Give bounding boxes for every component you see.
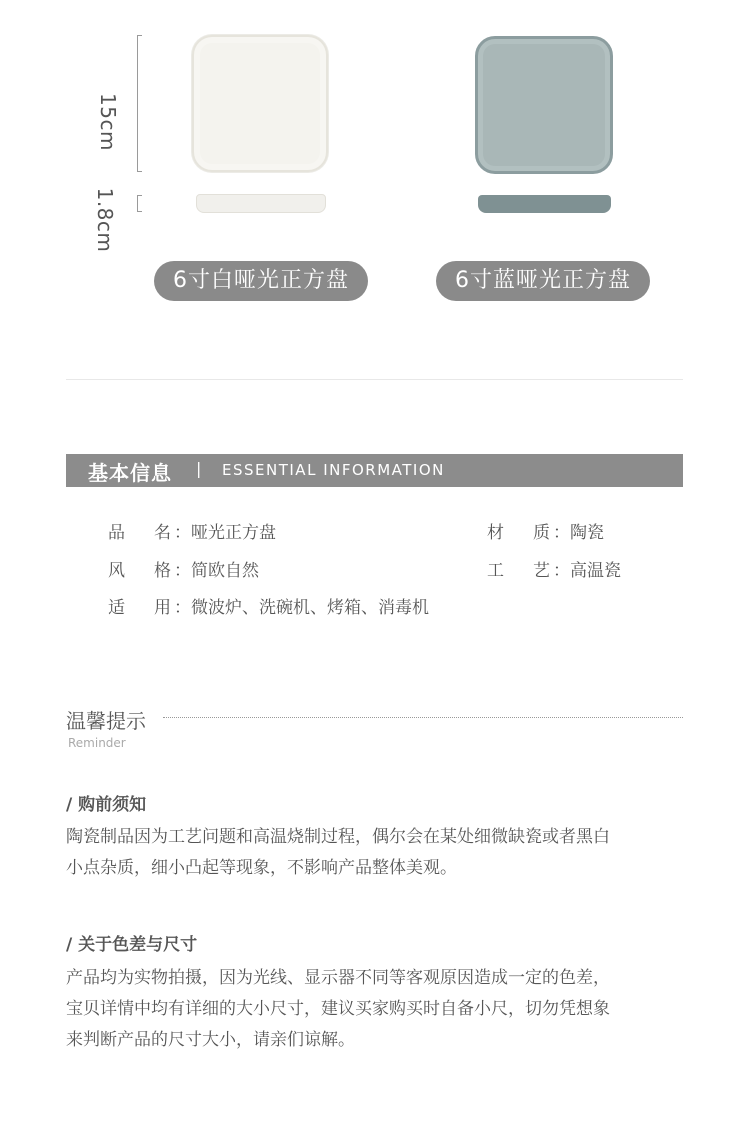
thickness-dimension-label: 1.8cm	[93, 187, 117, 253]
spec-value: 简欧自然	[191, 561, 259, 581]
reminder-title: 温馨提示	[66, 709, 146, 733]
spec-item-usage: 适 用 ：微波炉、洗碗机、烤箱、消毒机	[108, 598, 429, 618]
reminder-dotted-divider	[163, 717, 683, 718]
thickness-dimension-tick-top	[137, 195, 142, 196]
white-plate-name-pill: 6寸白哑光正方盘	[154, 261, 368, 301]
paragraph-line: 产品均为实物拍摄，因为光线、显示器不同等客观原因造成一定的色差，	[66, 968, 610, 988]
info-title-en: ESSENTIAL INFORMATION	[222, 461, 445, 479]
section-divider	[66, 379, 683, 380]
spec-item-style: 风 格 ：简欧自然	[108, 561, 259, 581]
blue-plate-top-view	[475, 36, 613, 174]
height-dimension-line	[137, 35, 138, 172]
blue-plate-name-pill: 6寸蓝哑光正方盘	[436, 261, 650, 301]
height-dimension-tick-bottom	[137, 171, 142, 172]
reminder-subtitle: Reminder	[68, 736, 126, 750]
section-heading-color-size: / 关于色差与尺寸	[66, 935, 198, 955]
white-plate-top-view	[192, 35, 328, 172]
info-title-separator: |	[196, 459, 202, 478]
thickness-dimension-line	[137, 195, 138, 212]
height-dimension-label: 15cm	[96, 93, 120, 151]
paragraph-line: 来判断产品的尺寸大小，请亲们谅解。	[66, 1030, 355, 1050]
paragraph-line: 宝贝详情中均有详细的大小尺寸，建议买家购买时自备小尺，切勿凭想象	[66, 999, 610, 1019]
spec-value: 哑光正方盘	[191, 523, 276, 543]
section-heading-before-purchase: / 购前须知	[66, 795, 147, 815]
section-body-before-purchase	[66, 822, 676, 884]
paragraph-line: 小点杂质，细小凸起等现象，不影响产品整体美观。	[66, 858, 457, 878]
spec-item-name: 品 名 ：哑光正方盘	[108, 523, 276, 543]
blue-plate-side-view	[478, 195, 611, 213]
spec-item-craft: 工 艺 ：高温瓷	[487, 561, 621, 581]
spec-item-material: 材 质 ：陶瓷	[487, 523, 604, 543]
paragraph-line: 陶瓷制品因为工艺问题和高温烧制过程，偶尔会在某处细微缺瓷或者黑白	[66, 827, 610, 847]
info-header-bar	[66, 454, 683, 487]
section-body-color-size	[66, 963, 676, 1056]
spec-value: 陶瓷	[570, 523, 604, 543]
height-dimension-tick-top	[137, 35, 142, 36]
spec-value: 高温瓷	[570, 561, 621, 581]
thickness-dimension-tick-bottom	[137, 211, 142, 212]
white-plate-side-view	[196, 194, 326, 213]
spec-value: 微波炉、洗碗机、烤箱、消毒机	[191, 598, 429, 618]
info-title-cn: 基本信息	[88, 461, 172, 485]
